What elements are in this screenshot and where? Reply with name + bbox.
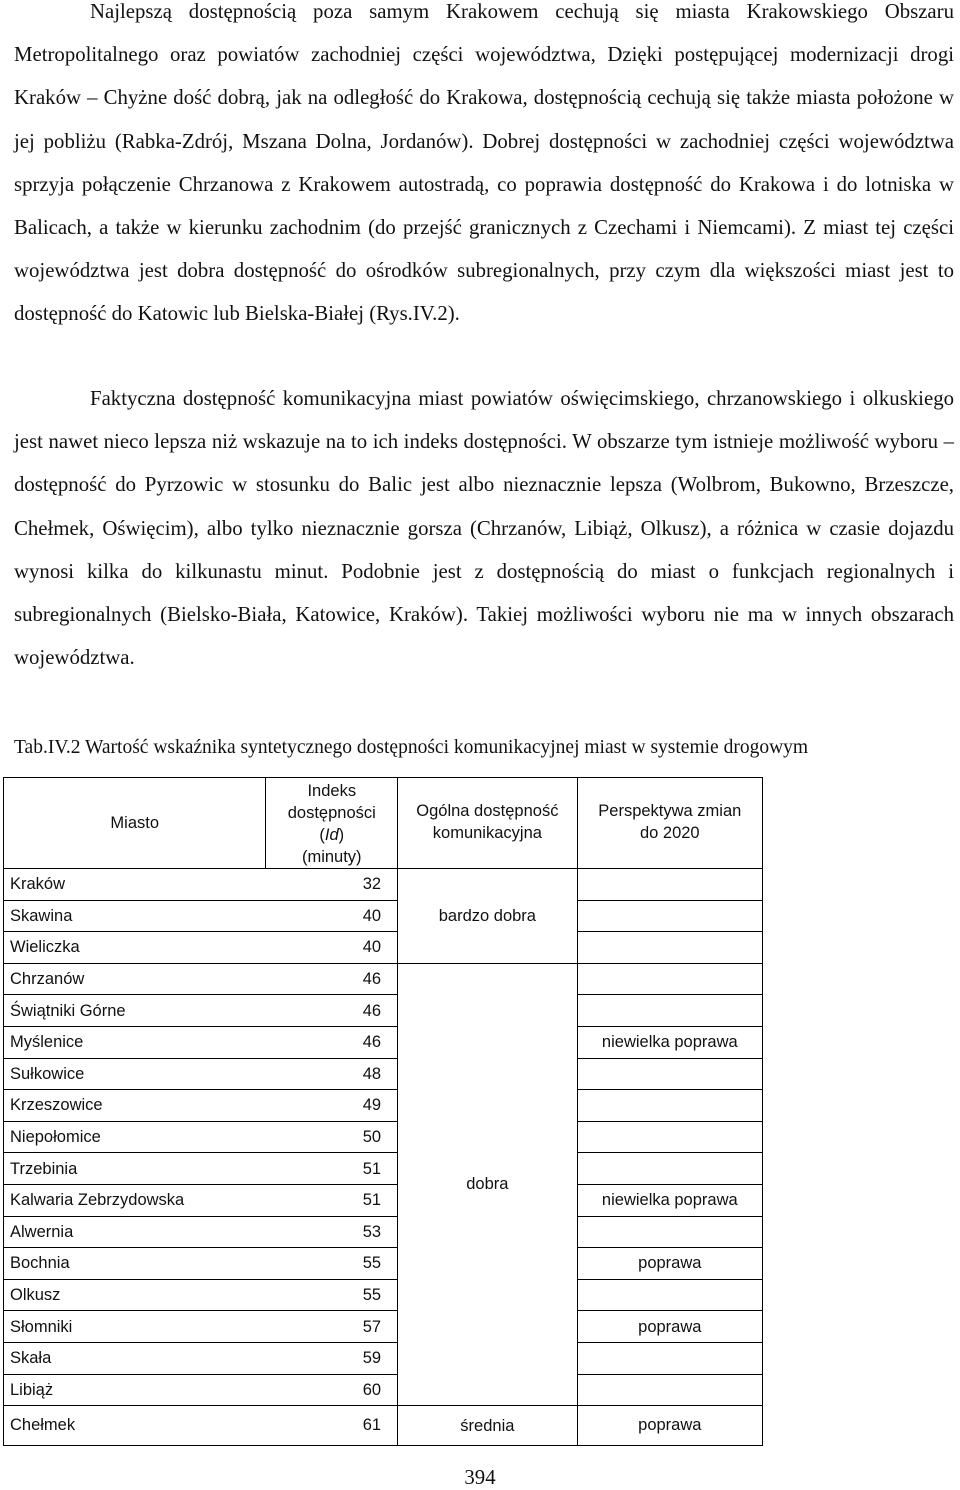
perspective-cell xyxy=(577,1058,762,1090)
header-perspective xyxy=(577,778,762,869)
table-row xyxy=(4,1406,763,1446)
index-cell: 55 xyxy=(266,1248,398,1280)
city-cell: Skawina xyxy=(4,900,266,932)
perspective-cell xyxy=(577,1216,762,1248)
perspective-cell: poprawa xyxy=(577,1311,762,1343)
index-cell: 46 xyxy=(266,995,398,1027)
general-group-average: średnia xyxy=(398,1406,578,1446)
city-cell: Świątniki Górne xyxy=(4,995,266,1027)
perspective-cell xyxy=(577,1121,762,1153)
city-cell: Alwernia xyxy=(4,1216,266,1248)
index-cell: 61 xyxy=(266,1406,398,1446)
paragraph-2: Faktyczna dostępność komunikacyjna miast powiatów oświęcimskiego, chrzanowskiego i olkuskiego jest nawet nieco lepsza niż wskazuje na to ich indeks dostępności. W obszarze tym istnieje możliwość wyboru – dostępność do Pyrzowic w stosunku do Balic jest albo nieznacznie lepsza (Wolbrom, Bukowno, Brzeszcze, Chełmek, Oświęcim), albo tylko nieznacznie gorsza (Chrzanów, Libiąż, Olkusz), a różnica w czasie dojazdu wynosi kilka do kilkunastu minut. Podobnie jest z dostępnością do miast o funkcjach regionalnych i subregionalnych (Bielsko-Biała, Katowice, Kraków). Takiej możliwości wyboru nie ma w innych obszarach województwa. xyxy=(14,387,954,670)
city-cell: Chrzanów xyxy=(4,963,266,995)
perspective-cell: poprawa xyxy=(577,1248,762,1280)
index-cell: 53 xyxy=(266,1216,398,1248)
index-cell: 51 xyxy=(266,1153,398,1185)
table-header-row xyxy=(4,778,763,869)
index-cell: 49 xyxy=(266,1090,398,1122)
index-cell: 51 xyxy=(266,1184,398,1216)
index-cell: 50 xyxy=(266,1121,398,1153)
header-index-line-4: (minuty) xyxy=(301,848,362,866)
city-cell: Kalwaria Zebrzydowska xyxy=(4,1184,266,1216)
table-row xyxy=(4,1184,763,1216)
header-index xyxy=(266,778,398,869)
table-row xyxy=(4,869,763,901)
perspective-cell xyxy=(577,1153,762,1185)
perspective-cell xyxy=(577,1342,762,1374)
perspective-cell xyxy=(577,869,762,901)
perspective-cell: niewielka poprawa xyxy=(577,1184,762,1216)
index-cell: 60 xyxy=(266,1374,398,1406)
city-cell: Krzeszowice xyxy=(4,1090,266,1122)
table-row xyxy=(4,1248,763,1280)
city-cell: Chełmek xyxy=(4,1406,266,1446)
perspective-cell: poprawa xyxy=(577,1406,762,1446)
index-cell: 59 xyxy=(266,1342,398,1374)
general-group-good: dobra xyxy=(398,963,578,1405)
accessibility-table xyxy=(3,777,763,1446)
perspective-cell xyxy=(577,995,762,1027)
header-index-abbr: Id xyxy=(324,826,339,844)
header-perspective-line-2: do 2020 xyxy=(639,824,700,842)
index-cell: 48 xyxy=(266,1058,398,1090)
city-cell: Niepołomice xyxy=(4,1121,266,1153)
index-cell: 46 xyxy=(266,1026,398,1058)
table-row xyxy=(4,1121,763,1153)
table-row xyxy=(4,995,763,1027)
table-row xyxy=(4,932,763,964)
header-perspective-line-1: Perspektywa zmian xyxy=(598,802,742,820)
header-index-close: ) xyxy=(338,826,345,844)
table-row xyxy=(4,1374,763,1406)
city-cell: Słomniki xyxy=(4,1311,266,1343)
table-row xyxy=(4,1090,763,1122)
header-index-line-1: Indeks xyxy=(307,782,357,800)
header-general xyxy=(398,778,578,869)
index-cell: 55 xyxy=(266,1279,398,1311)
city-cell: Bochnia xyxy=(4,1248,266,1280)
city-cell: Wieliczka xyxy=(4,932,266,964)
city-cell: Olkusz xyxy=(4,1279,266,1311)
table-row xyxy=(4,1058,763,1090)
paragraph-1: Najlepszą dostępnością poza samym Krakowem cechują się miasta Krakowskiego Obszaru Metropolitalnego oraz powiatów zachodniej części województwa, Dzięki postępującej modernizacji drogi Kraków – Chyżne dość dobrą, jak na odległość do Krakowa, dostępnością cechują się także miasta położone w jej pobliżu (Rabka-Zdrój, Mszana Dolna, Jordanów). Dobrej dostępności w zachodniej części województwa sprzyja połączenie Chrzanowa z Krakowem autostradą, co poprawia dostępność do Krakowa i do lotniska w Balicach, a także w kierunku zachodnim (do przejść granicznych z Czechami i Niemcami). Z miast tej części województwa jest dobra dostępność do ośrodków subregionalnych, przy czym dla większości miast jest to dostępność do Katowic lub Bielska-Białej (Rys.IV.2). xyxy=(14,0,954,326)
perspective-cell xyxy=(577,900,762,932)
header-index-line-3 xyxy=(266,824,397,846)
header-index-line-2: dostępności xyxy=(287,804,376,822)
city-cell: Trzebinia xyxy=(4,1153,266,1185)
perspective-cell xyxy=(577,1090,762,1122)
index-cell: 46 xyxy=(266,963,398,995)
table-row xyxy=(4,1311,763,1343)
city-cell: Myślenice xyxy=(4,1026,266,1058)
perspective-cell xyxy=(577,963,762,995)
index-cell: 32 xyxy=(266,869,398,901)
table-row xyxy=(4,900,763,932)
table-row xyxy=(4,1279,763,1311)
perspective-cell: niewielka poprawa xyxy=(577,1026,762,1058)
table-row xyxy=(4,1026,763,1058)
general-group-very-good: bardzo dobra xyxy=(398,869,578,964)
city-cell: Sułkowice xyxy=(4,1058,266,1090)
table-caption: Tab.IV.2 Wartość wskaźnika syntetycznego dostępności komunikacyjnej miast w systemie drogowym xyxy=(14,737,809,758)
city-cell: Skała xyxy=(4,1342,266,1374)
header-city: Miasto xyxy=(4,778,266,869)
city-cell: Kraków xyxy=(4,869,266,901)
table-row xyxy=(4,1216,763,1248)
header-general-line-2: komunikacyjna xyxy=(432,824,542,842)
perspective-cell xyxy=(577,1374,762,1406)
index-cell: 57 xyxy=(266,1311,398,1343)
header-general-line-1: Ogólna dostępność xyxy=(416,802,559,820)
table-row xyxy=(4,1153,763,1185)
perspective-cell xyxy=(577,1279,762,1311)
city-cell: Libiąż xyxy=(4,1374,266,1406)
page-number: 394 xyxy=(464,1466,496,1489)
index-cell: 40 xyxy=(266,900,398,932)
table-row xyxy=(4,1342,763,1374)
perspective-cell xyxy=(577,932,762,964)
table-row xyxy=(4,963,763,995)
index-cell: 40 xyxy=(266,932,398,964)
header-index-open: ( xyxy=(319,826,325,844)
